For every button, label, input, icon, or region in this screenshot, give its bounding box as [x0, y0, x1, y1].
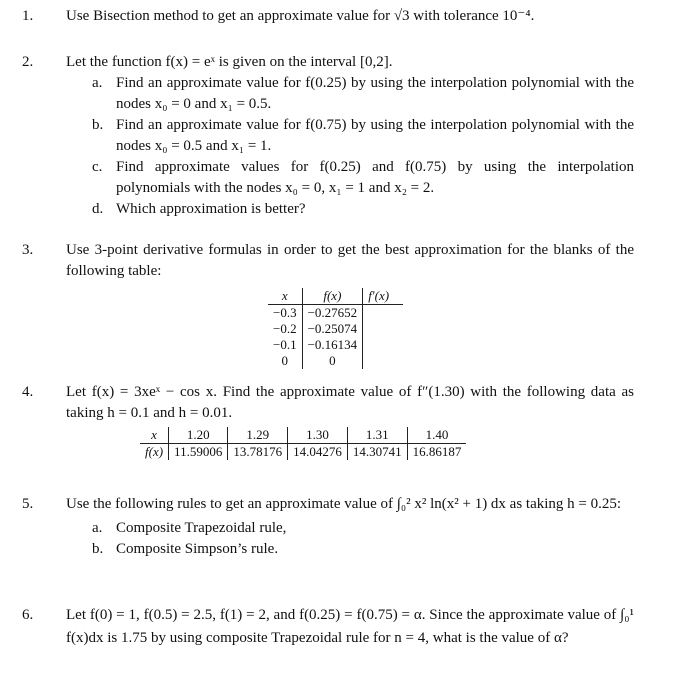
cell-x: −0.1 [268, 337, 302, 353]
table-header-row [268, 288, 403, 305]
table-row [268, 321, 403, 337]
problem-4 [22, 382, 634, 424]
problem-6 [22, 604, 634, 650]
subproblem-text: Find approximate values for f(0.25) and f(0.75) by using the interpolation polynomials with the nodes x₀ = 0, x₁ = 1 and x₂ = 2. [116, 159, 634, 196]
subproblem-d [92, 199, 634, 220]
subproblem-text: Which approximation is better? [116, 201, 306, 217]
cell-fx: 13.78176 [228, 444, 288, 461]
cell-x: −0.2 [268, 321, 302, 337]
problem-text: Let f(0) = 1, f(0.5) = 2.5, f(1) = 2, and f(0.25) = f(0.75) = α. Since the approximate value of ∫₀¹ f(x)dx is 1.75 by using composite Trapezoidal rule for n = 4, what is the value of α? [66, 607, 634, 646]
cell-fprime [363, 305, 404, 322]
cell-x: 1.40 [407, 427, 466, 444]
table-header-row [140, 427, 466, 444]
problem-number: 1. [22, 8, 34, 24]
problem-number: 6. [22, 607, 34, 623]
header-fprime: f′(x) [363, 288, 404, 305]
problem-3 [22, 240, 634, 282]
problem-number: 5. [22, 496, 34, 512]
data-table [140, 427, 466, 460]
subproblem-label: b. [92, 117, 104, 133]
cell-fx: 11.59006 [169, 444, 228, 461]
cell-x: 1.31 [347, 427, 407, 444]
problem-text: Use Bisection method to get an approximate value for √3 with tolerance 10⁻⁴. [66, 8, 535, 24]
subproblem-text: Find an approximate value for f(0.25) by using the interpolation polynomial with the nodes x₀ = 0 and x₁ = 0.5. [116, 75, 634, 112]
subproblem-a [92, 73, 634, 115]
row-label-x: x [140, 427, 169, 444]
subproblem-label: a. [92, 520, 103, 536]
cell-fx: −0.27652 [302, 305, 363, 322]
cell-x: 1.29 [228, 427, 288, 444]
table-row [268, 337, 403, 353]
table-row [268, 305, 403, 322]
cell-fx: −0.16134 [302, 337, 363, 353]
problem-5 [22, 494, 634, 560]
problem-number: 3. [22, 242, 34, 258]
cell-fprime [363, 337, 404, 353]
subproblem-c [92, 157, 634, 199]
cell-fx: −0.25074 [302, 321, 363, 337]
problem-number: 4. [22, 384, 34, 400]
subproblem-text: Find an approximate value for f(0.75) by using the interpolation polynomial with the nodes x₀ = 0.5 and x₁ = 1. [116, 117, 634, 154]
cell-fprime [363, 321, 404, 337]
subproblem-b [92, 539, 634, 560]
table-row [140, 444, 466, 461]
subproblem-b [92, 115, 634, 157]
subproblem-label: a. [92, 75, 103, 91]
table-row [268, 353, 403, 369]
header-fx: f(x) [302, 288, 363, 305]
problem-text: Let the function f(x) = eˣ is given on the interval [0,2]. [66, 54, 393, 70]
row-label-fx: f(x) [140, 444, 169, 461]
cell-fx: 16.86187 [412, 444, 462, 459]
subproblem-a [92, 518, 634, 539]
derivative-table [268, 288, 403, 369]
subproblem-text: Composite Trapezoidal rule, [116, 520, 287, 536]
problem-1 [22, 6, 634, 27]
header-x: x [268, 288, 302, 305]
problem-number: 2. [22, 54, 34, 70]
subproblem-label: d. [92, 201, 104, 217]
subproblem-text: Composite Simpson’s rule. [116, 541, 279, 557]
cell-fprime [363, 353, 404, 369]
problem-text: Use 3-point derivative formulas in order to get the best approximation for the blanks of the following table: [66, 242, 634, 279]
cell-fx: 14.30741 [347, 444, 407, 461]
subproblem-label: b. [92, 541, 104, 557]
subproblem-label: c. [92, 159, 103, 175]
problem-text: Use the following rules to get an approximate value of ∫₀² x² ln(x² + 1) dx as taking h = 0.25: [66, 496, 622, 512]
cell-x: 1.30 [288, 427, 348, 444]
problem-2 [22, 52, 634, 220]
cell-fx: 0 [302, 353, 363, 369]
cell-fx: 14.04276 [288, 444, 348, 461]
problem-text: Let f(x) = 3xeˣ − cos x. Find the approximate value of f″(1.30) with the following data as taking h = 0.1 and h = 0.01. [66, 384, 634, 421]
cell-x: 0 [268, 353, 302, 369]
cell-x: −0.3 [268, 305, 302, 322]
cell-x: 1.20 [169, 427, 228, 444]
